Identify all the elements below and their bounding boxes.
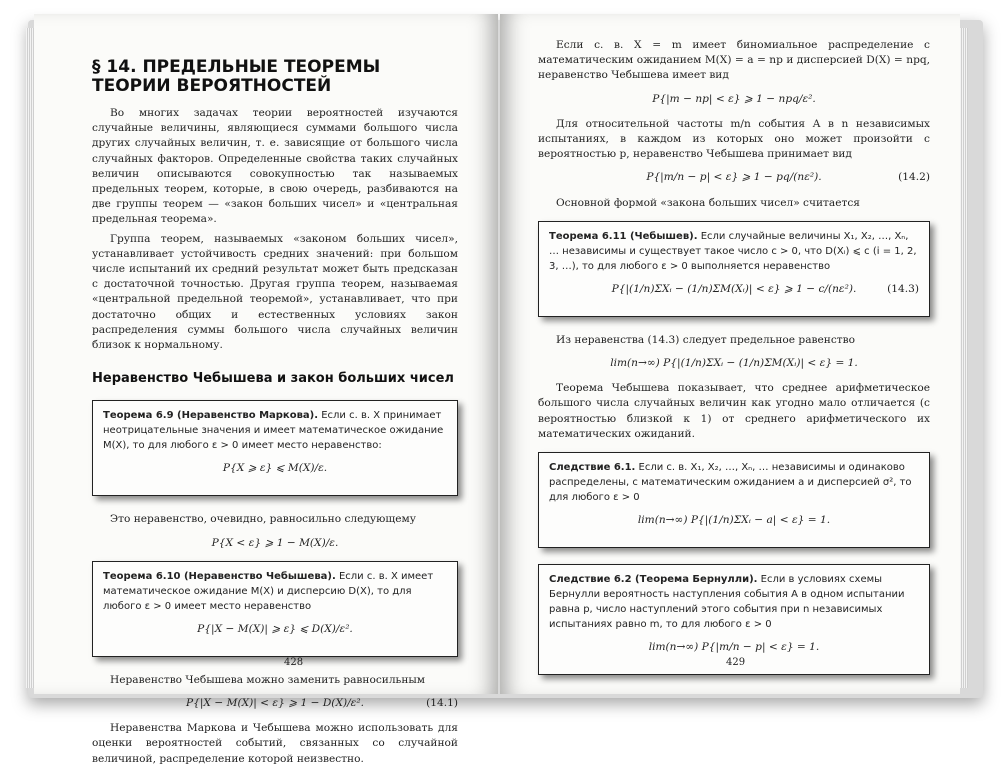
corollary-6-2-text: Если в условиях схемы Бернулли вероятность наступления события A в одном испытании равна p, число наступлений этого события при n независимых испытаниях равно m, то для любого ε > 0: [549, 574, 905, 631]
chapter-title: § 14. ПРЕДЕЛЬНЫЕ ТЕОРЕМЫ ТЕОРИИ ВЕРОЯТНОСТЕЙ: [92, 57, 381, 96]
theorem-6-10-title: Теорема 6.10 (Неравенство Чебышева).: [103, 570, 336, 582]
corollary-6-1-box: [538, 452, 930, 548]
final-paragraph: Неравенства Маркова и Чебышева можно использовать для оценки вероятностей событий, связанных со случайной величиной, распределение которой неизвестно.: [92, 722, 458, 765]
main-form-text: Основной формой «закона больших чисел» считается: [556, 196, 860, 209]
right-page: [500, 14, 960, 694]
theorem-6-9-box: [92, 400, 458, 496]
page-edge-left: [26, 28, 34, 688]
theorem-6-9-text: Если с. в. X принимает неотрицательные значения и имеет математическое ожидание M(X), то для любого ε > 0 имеет место неравенство:: [103, 410, 444, 452]
equation-number-14-3: (14.3): [887, 282, 919, 295]
equation-number-14-1: (14.1): [426, 697, 458, 710]
theorem-6-10-text: Если с. в. X имеет математическое ожидание M(X) и дисперсию D(X), то для любого ε > 0 имеет место неравенство: [103, 570, 434, 612]
intro-paragraph-2: Группа теорем, называемых «законом больших чисел», устанавливает устойчивость средних значений: при большом числе испытаний их средний результат может быть предсказан с достаточной точностью. Другая группа теорем, называемая «центральной предельной теоремой», устанавливает, что при достаточно общих и естественных условиях закон распределения суммы большого числа случайных величин близок к нормальному.: [92, 232, 458, 352]
left-page-content: [92, 58, 458, 771]
formula-14-1-body: P{|X − M(X)| < ε} ⩾ 1 − D(X)/ε².: [186, 697, 364, 710]
section-title: Неравенство Чебышева и закон больших чисел: [92, 371, 454, 387]
equivalence-text: Это неравенство, очевидно, равносильно следующему: [110, 513, 416, 526]
replace-text: Неравенство Чебышева можно заменить равносильным: [110, 673, 426, 686]
page-edge-right: [960, 28, 968, 688]
binomial-paragraph: Если с. в. X = m имеет биномиальное распределение с математическим ожиданием M(X) = a = np и дисперсией D(X) = npq, неравенство Чебышева имеет вид: [538, 39, 930, 82]
corollary-6-1-text: Если с. в. X₁, X₂, …, Xₙ, … независимы и одинаково распределены, с математическим ожиданием a и дисперсией σ², то для любого ε > 0: [549, 462, 912, 504]
equivalence-formula: P{X < ε} ⩾ 1 − M(X)/ε.: [211, 536, 339, 549]
left-page: [34, 14, 498, 765]
chebyshev-explanation: Теорема Чебышева показывает, что среднее арифметическое большого числа случайных величин как угодно мало отличается (с вероятностью близкой к 1) от среднего арифметического их математических ожиданий.: [538, 382, 930, 440]
corollary-6-1-title: Следствие 6.1.: [549, 462, 636, 474]
chebyshev-inequality-formula: P{|X − M(X)| ⩾ ε} ⩽ D(X)/ε².: [197, 622, 353, 635]
equation-number-14-2: (14.2): [898, 171, 930, 184]
formula-14-3: [549, 282, 919, 297]
formula-14-2-body: P{|m/n − p| < ε} ⩾ 1 − pq/(nε²).: [646, 171, 822, 184]
theorem-6-11-box: [538, 221, 930, 317]
corollary-6-2-formula: lim(n→∞) P{|m/n − p| < ε} = 1.: [648, 641, 820, 654]
binomial-formula: P{|m − np| < ε} ⩾ 1 − npq/ε².: [652, 92, 816, 105]
theorem-6-9-title: Теорема 6.9 (Неравенство Маркова).: [103, 410, 319, 422]
intro-paragraph-1: Во многих задачах теории вероятностей изучаются случайные величины, являющиеся суммами большого числа других случайных величин, т. е. зависящие от большого числа случайных факторов. Определенные свойства таких случайных величин описываются совокупностью так называемых предельных теорем, которые, в свою очередь, разбиваются на две группы теорем — «закон больших чисел» и «центральная предельная теорема».: [92, 107, 458, 226]
limit-text: Из неравенства (14.3) следует предельное равенство: [556, 333, 855, 346]
right-page-content: [538, 38, 930, 691]
theorem-6-11-title: Теорема 6.11 (Чебышев).: [549, 230, 698, 242]
theorem-6-11-text: Если случайные величины X₁, X₂, …, Xₙ, … независимы и существует такое число c > 0, что D(Xᵢ) ⩽ c (i = 1, 2, 3, …), то для любого ε > 0 выполняется неравенство: [549, 230, 917, 272]
corollary-6-2-title: Следствие 6.2 (Теорема Бернулли).: [549, 574, 758, 586]
formula-14-2: [538, 170, 930, 185]
page-number-left: 428: [284, 657, 304, 668]
markov-inequality-formula: P{X ⩾ ε} ⩽ M(X)/ε.: [222, 462, 328, 475]
corollary-6-1-formula: lim(n→∞) P{|(1/n)ΣXᵢ − a| < ε} = 1.: [637, 514, 831, 527]
formula-14-1: [92, 696, 458, 711]
theorem-6-10-box: [92, 561, 458, 657]
limit-formula: lim(n→∞) P{|(1/n)ΣXᵢ − (1/n)ΣM(Xᵢ)| < ε} = 1.: [610, 357, 858, 370]
page-number-right: 429: [726, 657, 746, 668]
formula-14-3-body: P{|(1/n)ΣXᵢ − (1/n)ΣM(Xᵢ)| < ε} ⩾ 1 − c/(nε²).: [611, 282, 857, 295]
relative-frequency-paragraph: Для относительной частоты m/n события A в n независимых испытаниях, в каждом из которых оно может произойти с вероятностью p, неравенство Чебышева принимает вид: [538, 117, 930, 161]
